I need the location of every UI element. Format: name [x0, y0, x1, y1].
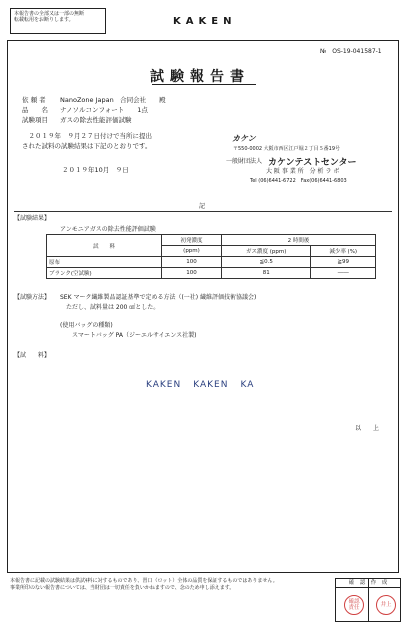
table-row [47, 268, 376, 279]
confirm-seal: 確認 責任 [344, 595, 364, 615]
row-reduce: ≧99 [311, 257, 376, 268]
report-title: 試験報告書 [150, 69, 250, 85]
header-sample: 試 料 [47, 235, 162, 257]
method-line-3: (使用バッグの種類) [60, 322, 113, 329]
header-gas: ガス濃度 (ppm) [222, 246, 311, 257]
ki-label: 記 [199, 203, 206, 210]
row-sample: ブランク(空試験) [47, 268, 162, 279]
row-sample: 原布 [47, 257, 162, 268]
document-number: № OS-19-041587-1 [320, 48, 382, 55]
sample-text-3: KA [240, 380, 255, 390]
item-value: ガスの除去性能評価試験 [60, 116, 132, 124]
item-label: 試験項目 [22, 116, 48, 124]
product-value: ナノソルコンフォート 1点 [60, 106, 148, 114]
product-label: 品 名 [22, 106, 48, 114]
header-after: 2 時間後 [222, 235, 376, 246]
row-reduce: ―― [311, 268, 376, 279]
reprint-notice-box [10, 8, 106, 34]
row-gas: 81 [222, 268, 311, 279]
title-underline [152, 84, 256, 85]
issue-date: ２０１９年10月 ９日 [62, 166, 129, 174]
confirm-divider [368, 579, 369, 621]
client-label: 依 頼 者 [22, 96, 46, 104]
row-gas: ≦0.5 [222, 257, 311, 268]
lab-org-name: カケンテストセンター [268, 158, 357, 168]
table-title: アンモニアガスの除去性能評価試験 [60, 226, 156, 233]
row-initial: 100 [162, 257, 222, 268]
lab-org-prefix: 一般財団法人 [226, 158, 263, 165]
method-line-1: SEK マーク繊維製品認証基準で定める方法（(一社) 繊維評価技術協議会) [60, 294, 257, 301]
header-initial: 初発濃度 [162, 235, 222, 246]
confirm-label: 確 認 作 成 [336, 579, 400, 588]
method-label: 【試験方法】 [14, 294, 51, 301]
section-divider [14, 211, 392, 212]
intro-line-1: ２０１９年 ９月２７日付けで当所に提出 [22, 132, 152, 140]
header-brand: KAKEN [173, 16, 237, 27]
method-line-4: スマートバッグ PA（ジーエルサイエンス社製) [72, 332, 197, 339]
sample-text-1: KAKEN [146, 380, 182, 390]
header-reduce: 減少率 (%) [311, 246, 376, 257]
header-initial-unit: (ppm) [162, 246, 222, 257]
author-seal: 井上 [376, 595, 396, 615]
row-initial: 100 [162, 268, 222, 279]
footer-line-2: 事業所印のない報告書については、当財団は一切責任を負いかねますので、念のため申し添えます。 [10, 585, 235, 591]
results-table [46, 234, 376, 279]
confirm-box [335, 578, 401, 622]
table-row [47, 257, 376, 268]
notice-line-1: 本報告書の全部又は一部の無断 [14, 11, 85, 17]
sample-text-2: KAKEN [193, 380, 229, 390]
results-label: 【試験結果】 [14, 215, 51, 222]
sample-label: 【試 料】 [14, 352, 51, 359]
lab-tel-fax: Tel (06)6441-6722 Fax(06)6441-6803 [250, 178, 347, 184]
method-line-2: ただし、試料量は 200 ㎠とした。 [66, 304, 160, 311]
end-label: 以 上 [355, 425, 380, 432]
client-value: NanoZone Japan 合同会社 殿 [60, 96, 166, 104]
notice-line-2: 転載転用をお断りします。 [14, 17, 74, 23]
footer-note [10, 578, 330, 592]
footer-line-1: 本報告書に記載の試験結果は供試ｷ料に対するものであり、習口（ロット）全体の品質を保証するものではありません。 [10, 578, 278, 584]
lab-address: 〒550-0002 大阪市西区江戸堀２丁目５番19号 [233, 146, 341, 152]
sample-print [146, 380, 266, 390]
lab-branch: 大 阪 事 業 所 分 析 ラ ボ [266, 168, 340, 175]
intro-line-2: された試料の試験結果は下記のとおりです。 [22, 142, 152, 150]
kaken-logo: カケン [232, 134, 256, 143]
